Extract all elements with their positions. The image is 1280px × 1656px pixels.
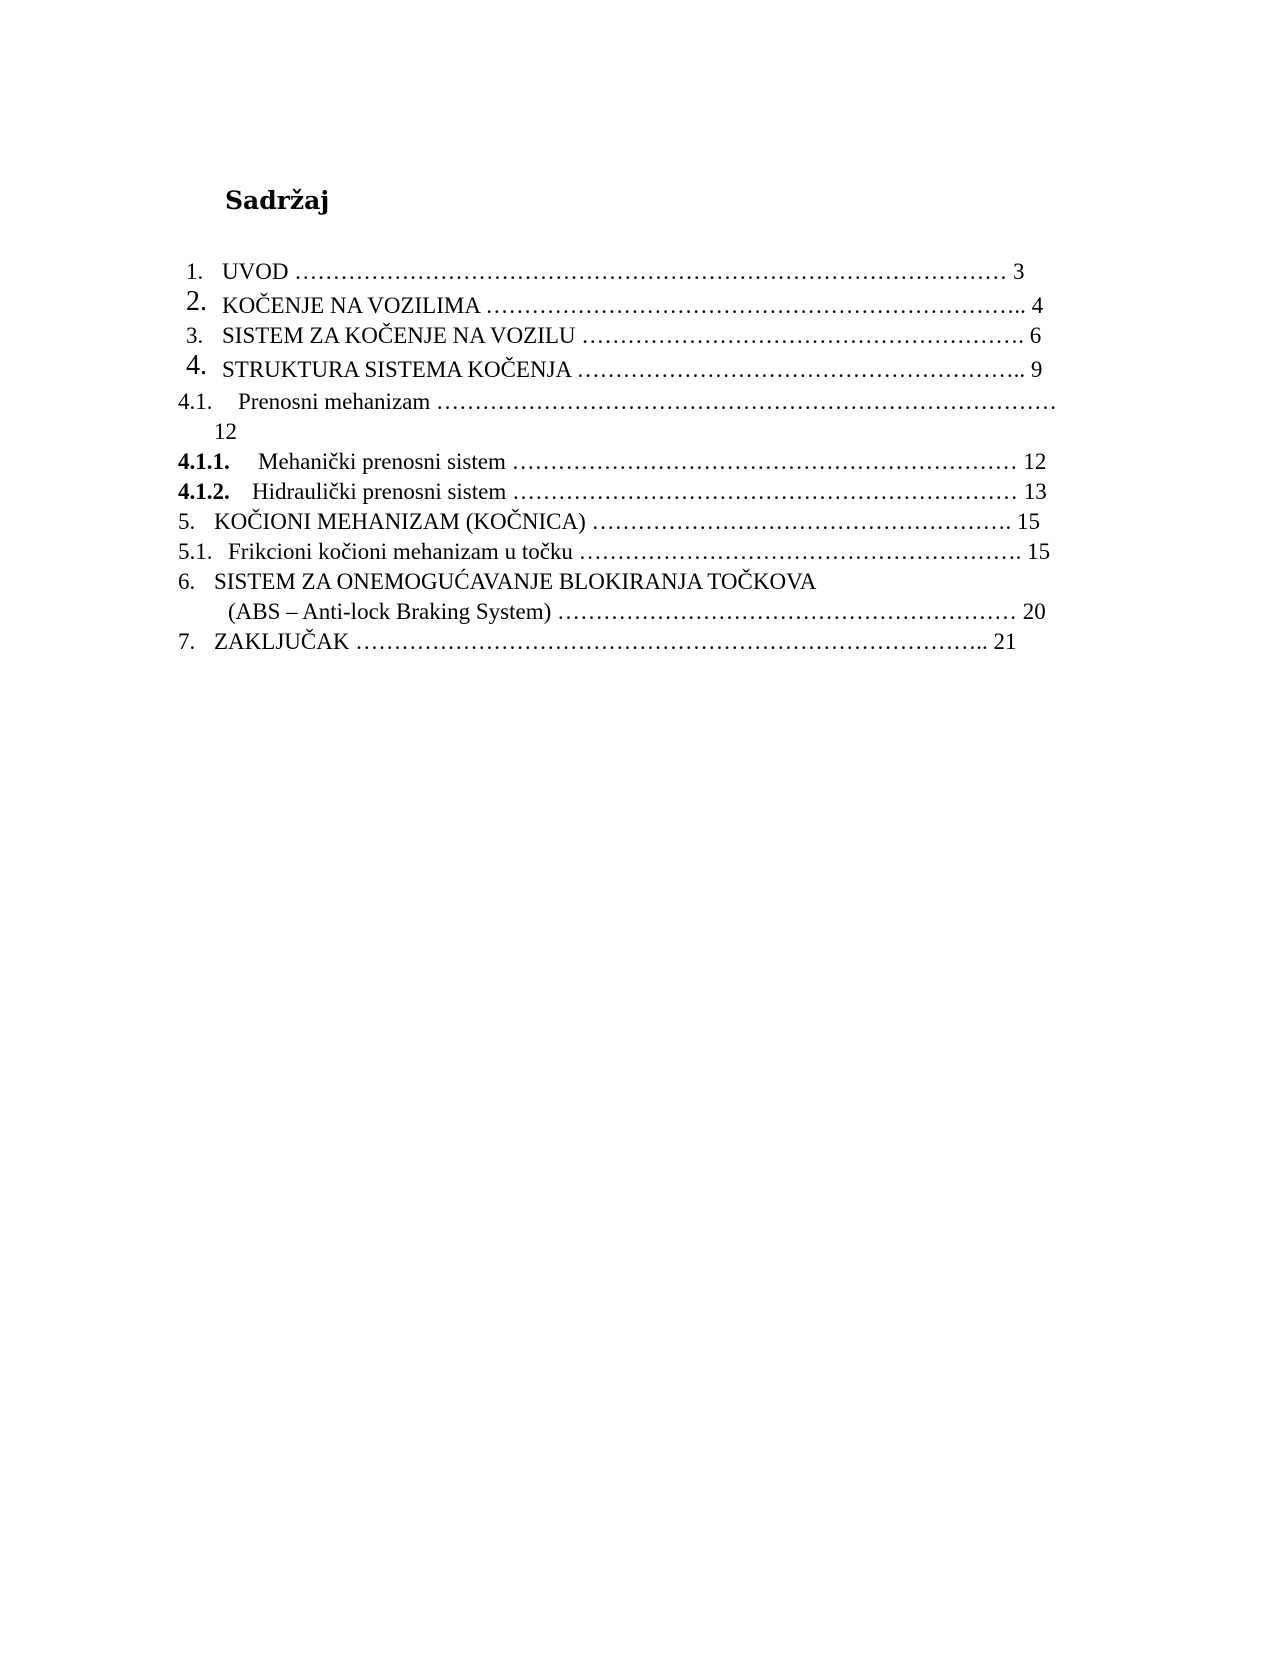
toc-entry [178, 628, 1118, 656]
toc-entry [178, 478, 1118, 506]
toc-entry-text: UVOD ………………………………………………………………………………… 3 [222, 259, 1025, 284]
page-title: Sadržaj [225, 186, 330, 215]
toc-entry-text: Hidraulički prenosni sistem ………………………………………………………… 13 [252, 479, 1047, 504]
toc-entry [178, 448, 1118, 476]
toc-entry [186, 258, 1116, 286]
toc-entry [186, 322, 1116, 350]
toc-entry-text: Mehanički prenosni sistem ………………………………………………………… 12 [258, 449, 1047, 474]
toc-entry-number: 4. [186, 350, 207, 381]
toc-entry-number: 4.1. [178, 389, 213, 414]
toc-entry-text: KOČIONI MEHANIZAM (KOČNICA) ………………………………………………. 15 [214, 509, 1041, 534]
toc-entry [186, 286, 1116, 320]
toc-entry-number: 7. [178, 629, 196, 654]
toc-entry-number: 4.1.1. [178, 449, 230, 474]
toc-entry [178, 508, 1118, 536]
toc-entry-number: 3. [186, 323, 204, 348]
toc-entry [178, 538, 1118, 566]
toc-entry-number: 6. [178, 569, 196, 594]
toc-entry-number: 5.1. [178, 539, 213, 564]
toc-entry [178, 568, 1118, 596]
toc-entry-text: ZAKLJUČAK ……………………………………………………………………….. 21 [214, 629, 1017, 654]
toc-entry-number: 2. [186, 286, 207, 317]
toc-entry-text: SISTEM ZA KOČENJE NA VOZILU …………………………………………………. 6 [222, 323, 1042, 348]
toc-entry-number: 4.1.2. [178, 479, 230, 504]
toc-entry-page: 12 [214, 419, 237, 444]
toc-entry [178, 388, 1118, 416]
toc-entry-text: STRUKTURA SISTEMA KOČENJA ………………………………………………….. 9 [222, 357, 1043, 382]
toc-entry-number: 1. [186, 259, 204, 284]
toc-entry-text: Prenosni mehanizam ……………………………………………………………………… [238, 389, 1058, 414]
toc-entry-number: 5. [178, 509, 196, 534]
toc-entry-text: (ABS – Anti-lock Braking System) …………………………………………………… 20 [228, 599, 1046, 624]
toc-entry-text: SISTEM ZA ONEMOGUĆAVANJE BLOKIRANJA TOČKOVA [214, 569, 817, 594]
toc-entry [186, 350, 1116, 384]
toc-entry-text: Frikcioni kočioni mehanizam u točku …………………………………………………. 15 [228, 539, 1051, 564]
toc-entry-text: KOČENJE NA VOZILIMA …………………………………………………………….. 4 [222, 293, 1044, 318]
